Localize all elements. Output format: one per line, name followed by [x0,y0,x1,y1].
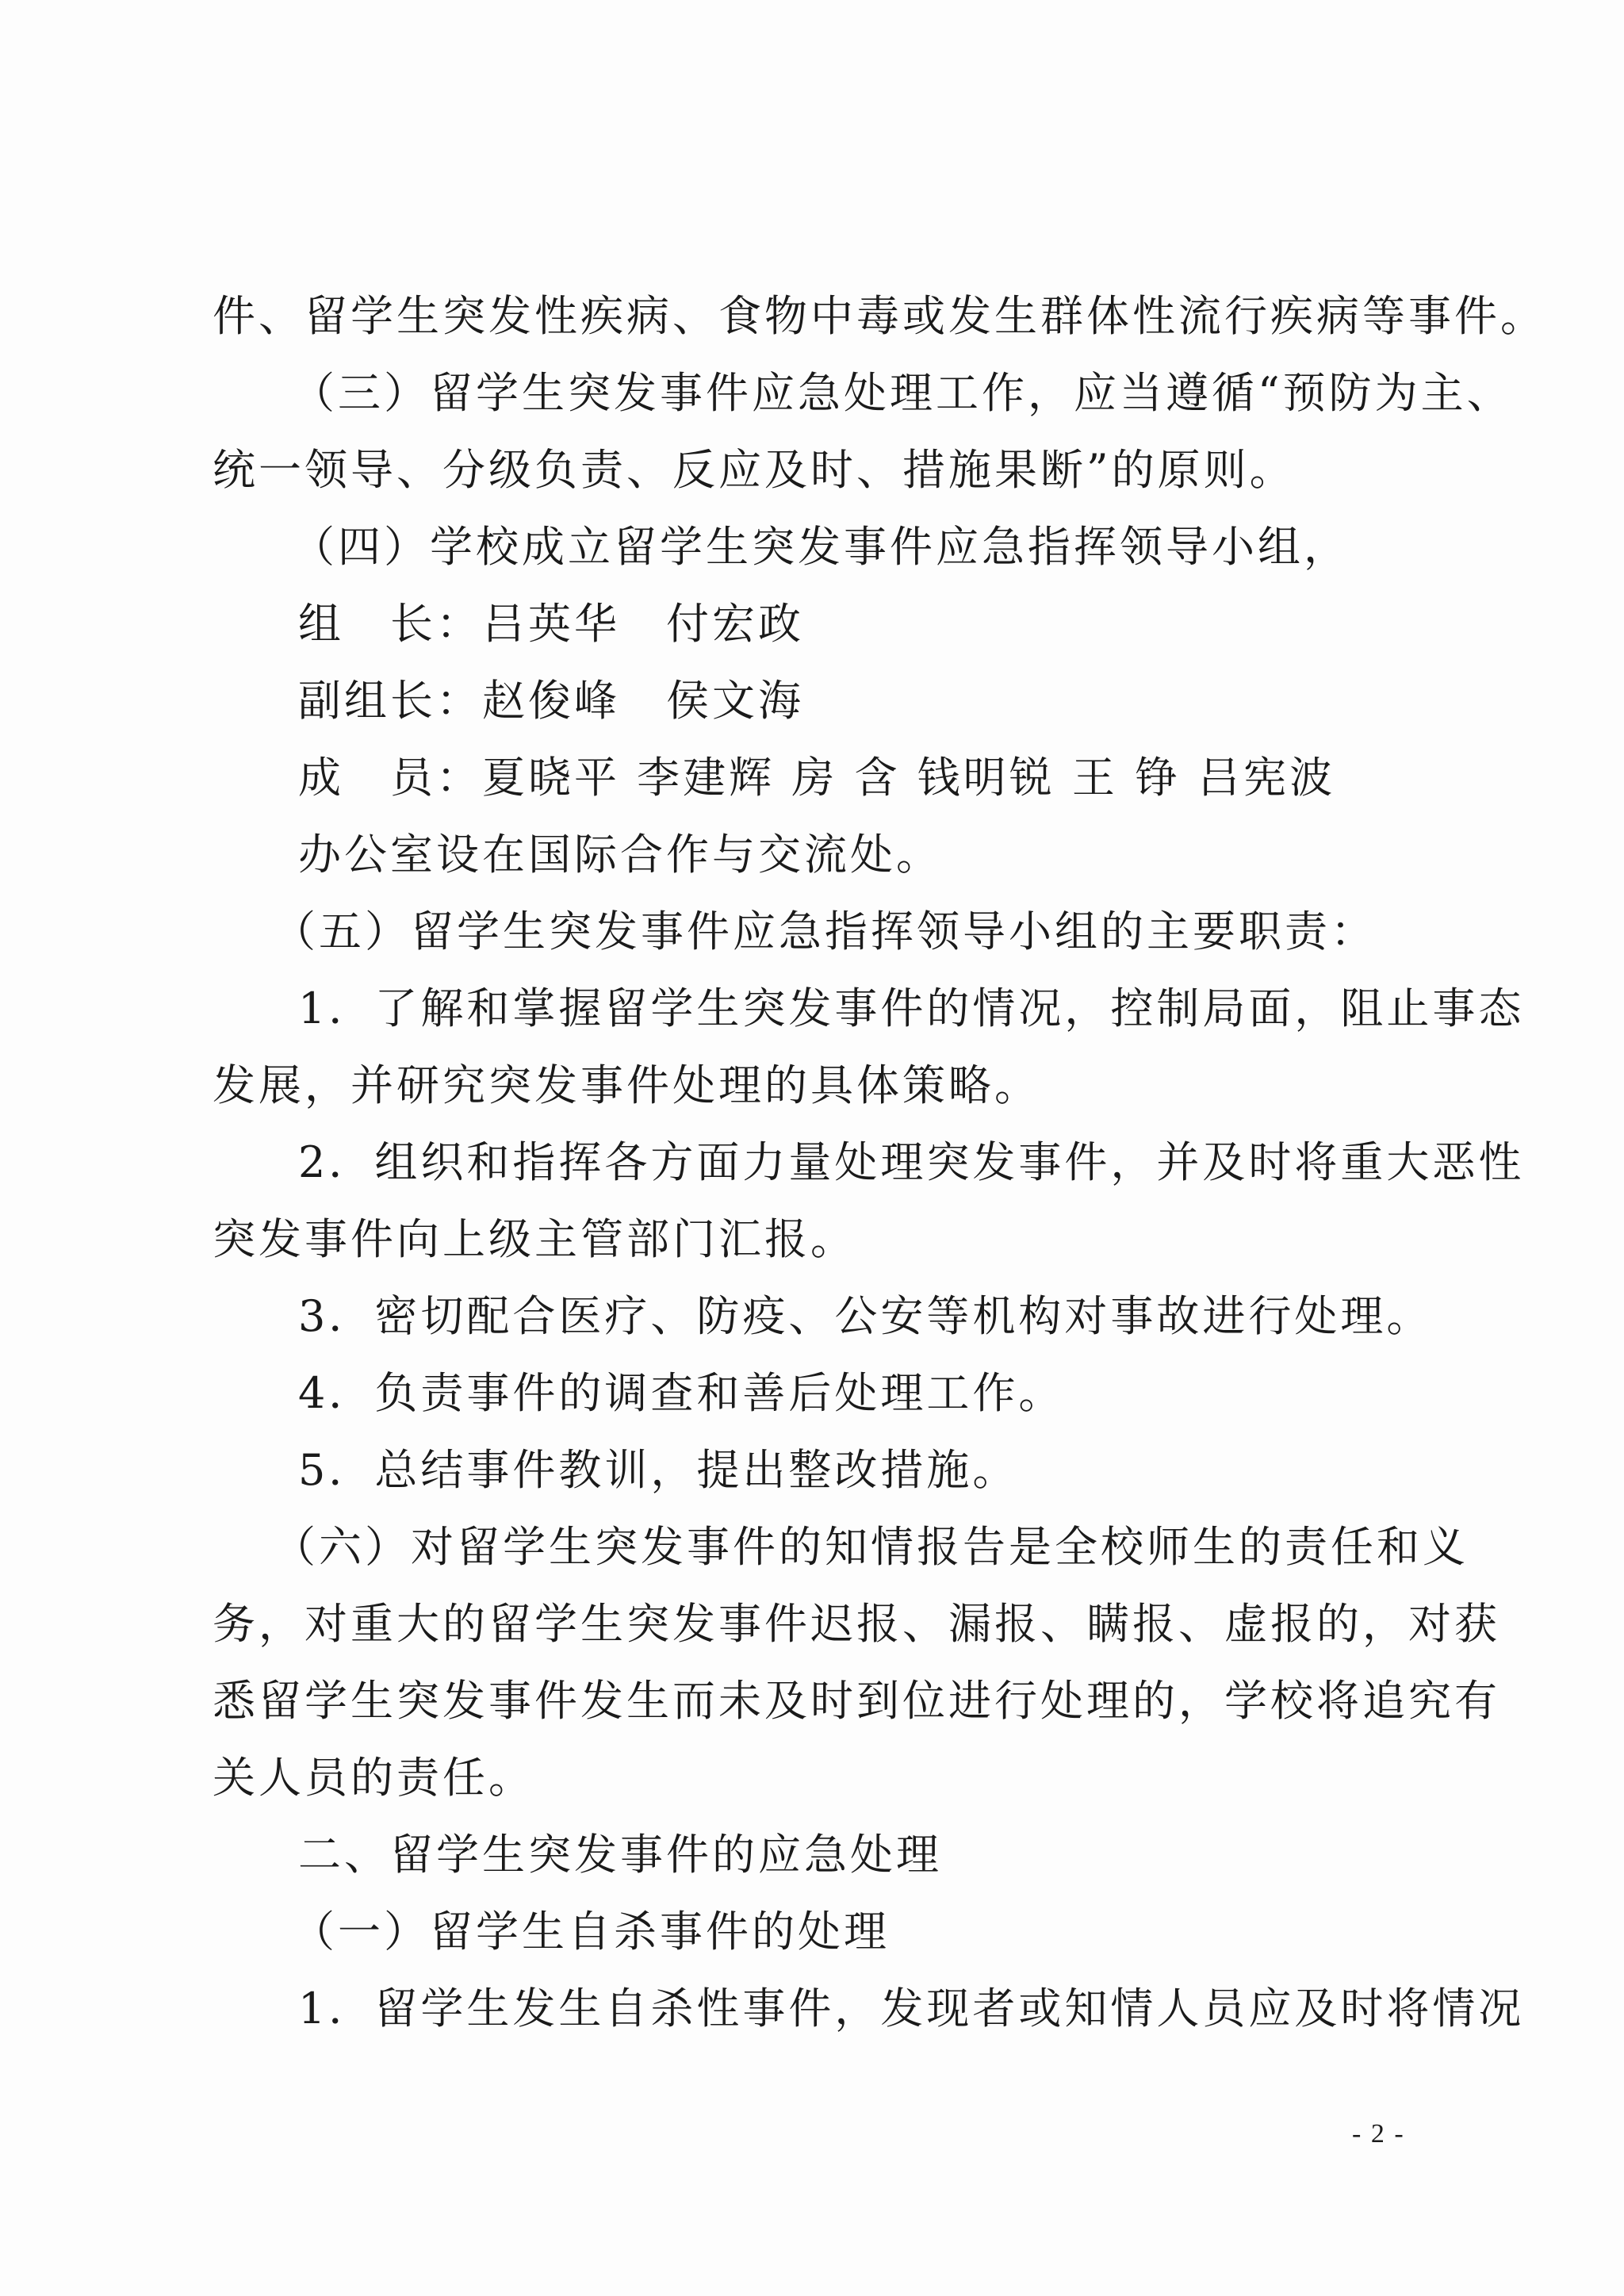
duty-5-line: 5．总结事件教训，提出整改措施。 [298,1445,1019,1495]
paragraph-line-4: （四）学校成立留学生突发事件应急指挥领导小组， [292,522,1350,572]
members-line: 成 员：夏晓平 李建辉 房 含 钱明锐 王 铮 吕宪波 [298,753,1336,803]
duty-1-line-2: 发展，并研究突发事件处理的具体策略。 [213,1060,1040,1110]
duty-2-line-2: 突发事件向上级主管部门汇报。 [213,1214,856,1264]
paragraph-6-line-3: 悉留学生突发事件发生而未及时到位进行处理的，学校将追究有 [213,1676,1500,1726]
leader-line: 组 长：吕英华 付宏政 [298,599,804,649]
office-line: 办公室设在国际合作与交流处。 [298,830,942,880]
section-two-heading: 二、留学生突发事件的应急处理 [298,1830,942,1880]
paragraph-line-2: （三）留学生突发事件应急处理工作，应当遵循“预防为主、 [292,368,1513,418]
duty-4-line: 4．负责事件的调查和善后处理工作。 [298,1368,1065,1418]
subsection-one-heading: （一）留学生自杀事件的处理 [292,1907,890,1957]
paragraph-line-3: 统一领导、分级负责、反应及时、措施果断”的原则。 [213,445,1296,495]
paragraph-6-line-4: 关人员的责任。 [213,1753,534,1803]
paragraph-line-9: （五）留学生突发事件应急指挥领导小组的主要职责： [273,907,1377,956]
deputy-leader-line: 副组长：赵俊峰 侯文海 [298,676,804,726]
duty-2-line-1: 2．组织和指挥各方面力量处理突发事件，并及时将重大恶性 [298,1137,1525,1187]
paragraph-6-line-2: 务，对重大的留学生突发事件迟报、漏报、瞒报、虚报的，对获 [213,1599,1500,1649]
paragraph-line-1: 件、留学生突发性疾病、食物中毒或发生群体性流行疾病等事件。 [213,291,1546,341]
paragraph-6-line-1: （六）对留学生突发事件的知情报告是全校师生的责任和义 [273,1522,1469,1572]
document-body [213,278,1546,2047]
duty-3-line: 3．密切配合医疗、防疫、公安等机构对事故进行处理。 [298,1291,1433,1341]
duty-1-line-1: 1．了解和掌握留学生突发事件的情况，控制局面，阻止事态 [298,983,1525,1033]
subsection-one-item-1: 1．留学生发生自杀性事件，发现者或知情人员应及时将情况 [298,1984,1525,2033]
page-number: - 2 - [1352,2119,1405,2148]
